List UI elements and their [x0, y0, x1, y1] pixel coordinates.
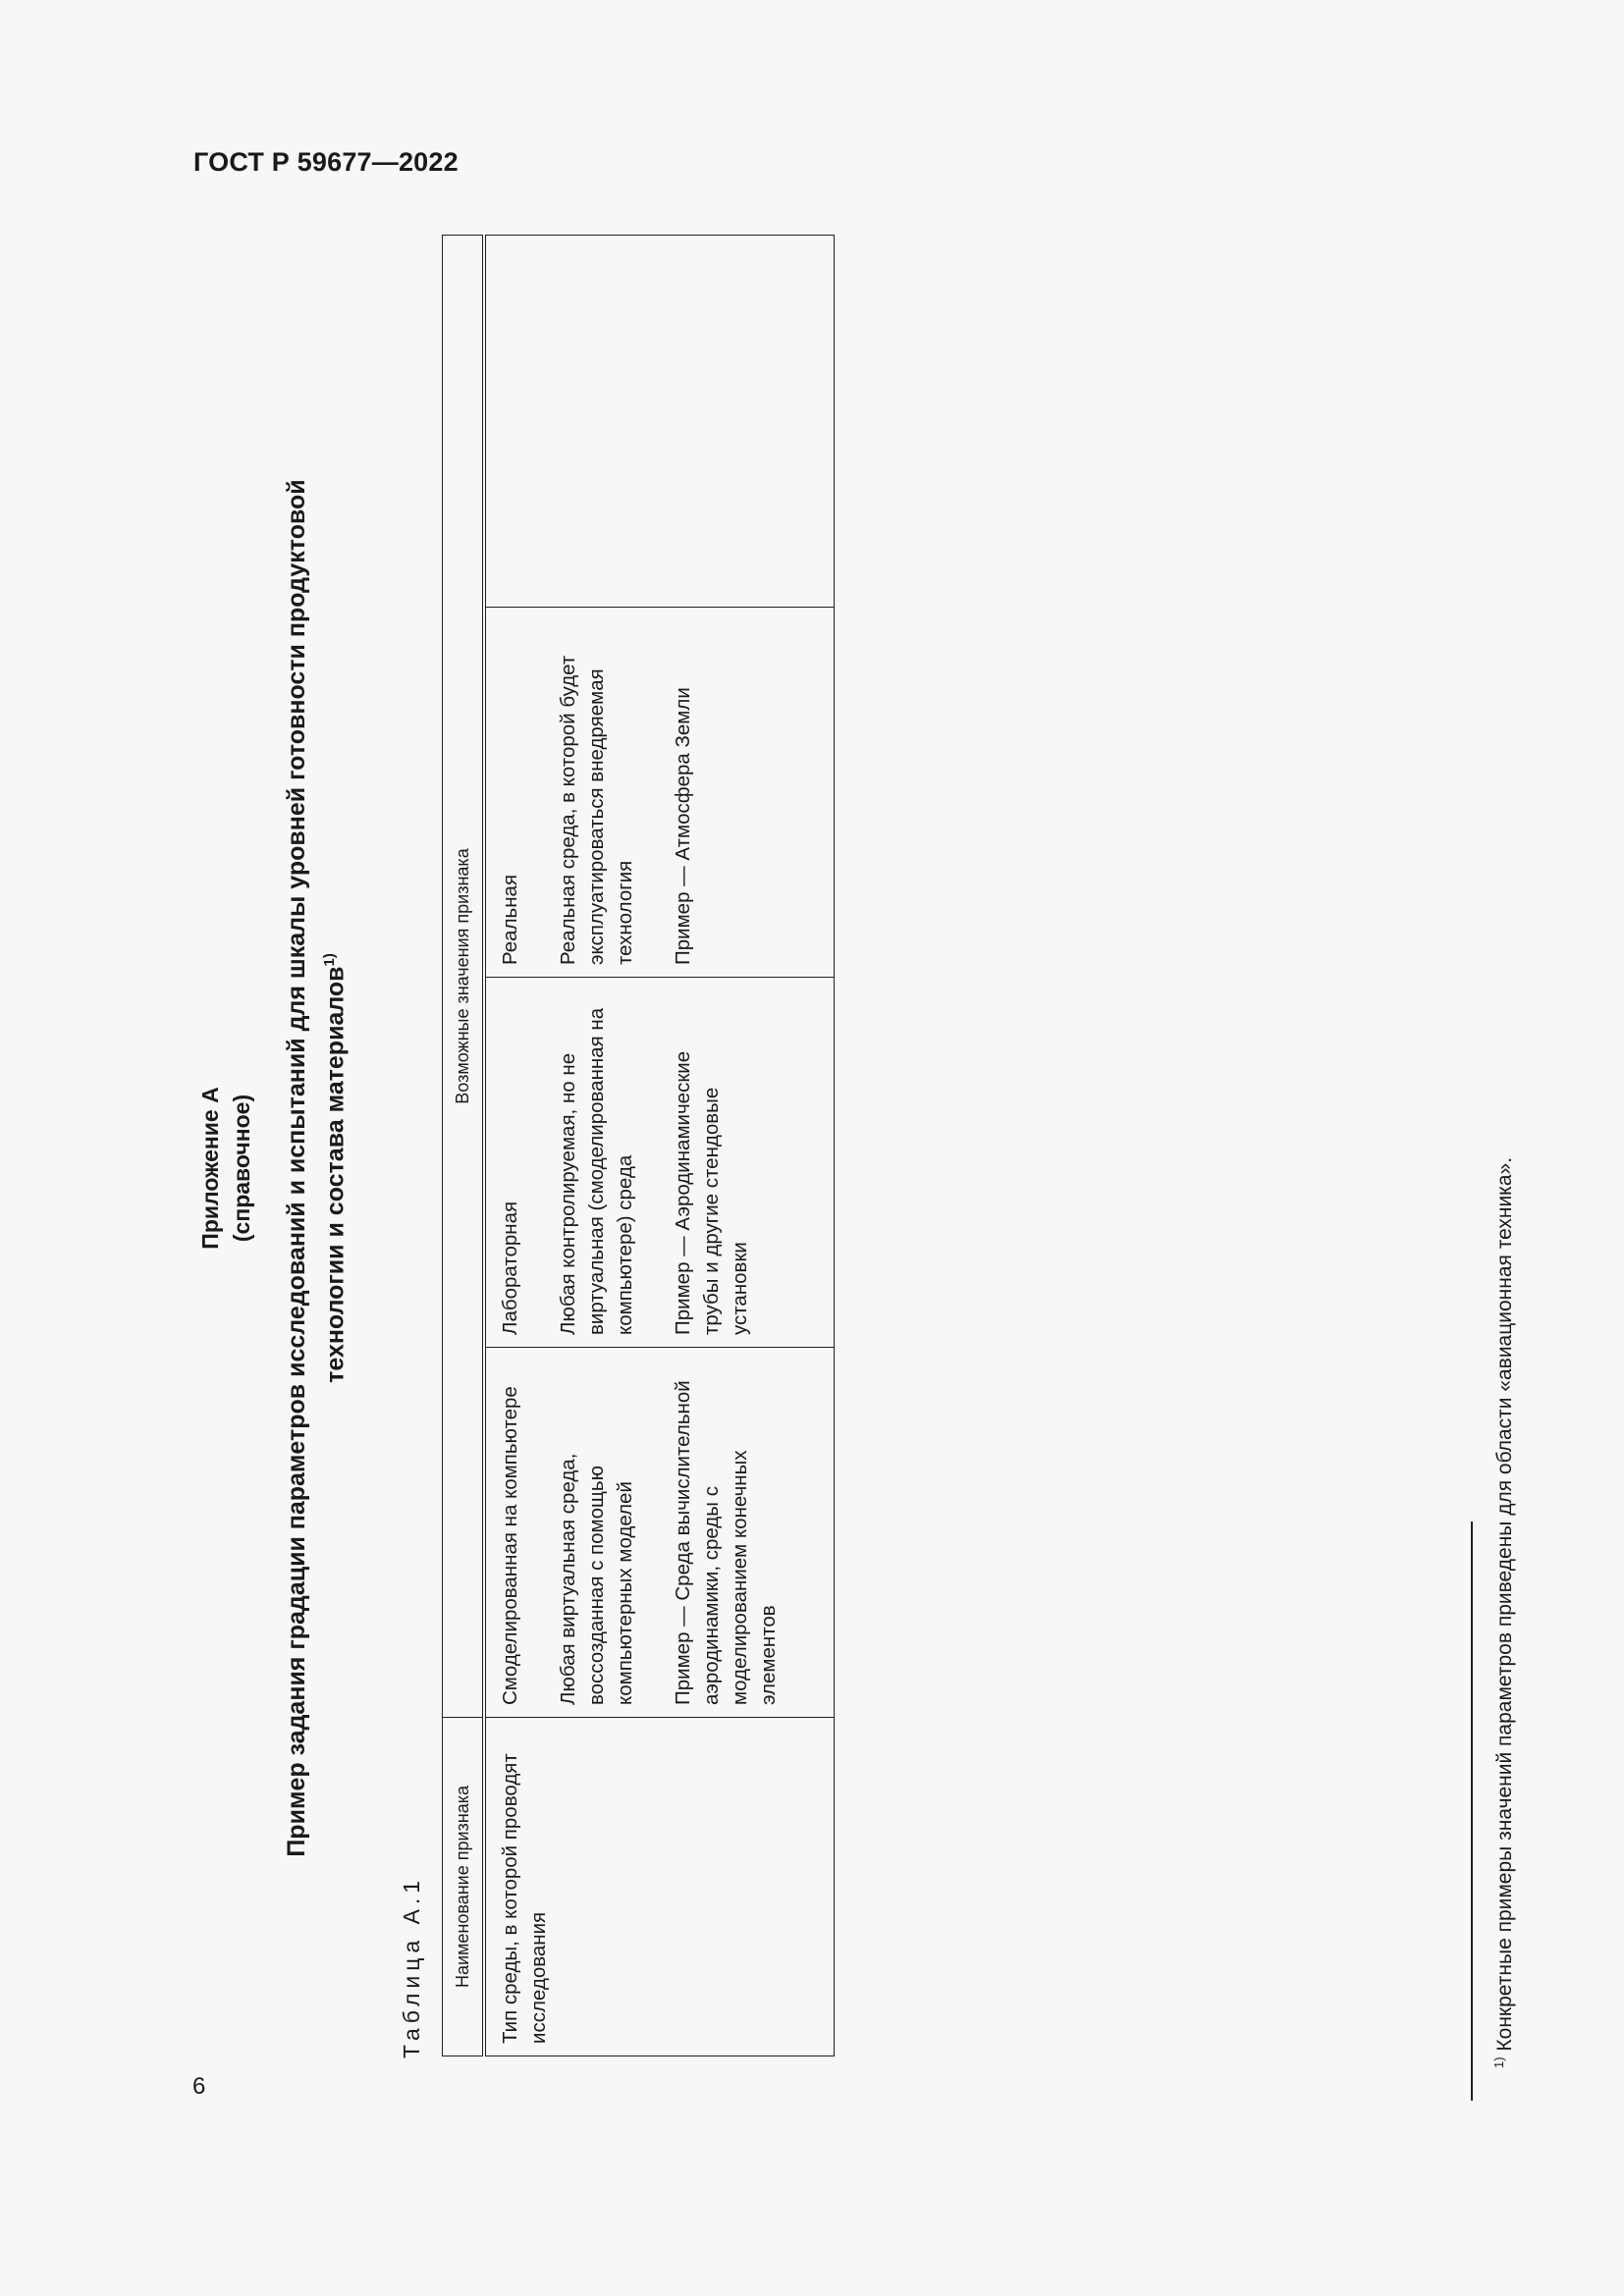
table-header-row: [443, 236, 485, 2056]
value-cell-real: [484, 608, 835, 978]
value-cell-empty: [484, 236, 835, 608]
value-title: Лабораторная: [499, 1201, 521, 1335]
page-number: 6: [192, 2073, 206, 2100]
table-row: [484, 236, 835, 2056]
value-example: Пример — Среда вычислительной аэродинамики, среды с моделированием конечных элементов: [672, 1380, 780, 1705]
value-example: Пример — Атмосфера Земли: [672, 687, 694, 965]
document-header: ГОСТ Р 59677—2022: [193, 147, 459, 177]
header-feature-values: Возможные значения признака: [443, 236, 485, 1718]
footnote-divider: [1471, 1522, 1473, 2101]
section-title-line2: технологии и состава материалов$^{1)}$: [321, 953, 350, 1383]
appendix-type: (справочное): [229, 1094, 254, 1243]
value-cell-simulated: [484, 1348, 835, 1718]
value-description: Реальная среда, в которой будет эксплуатироваться внедряемая технология: [557, 655, 636, 965]
header-feature-name: Наименование признака: [443, 1718, 485, 2056]
appendix-title: [194, 236, 257, 2101]
value-cell-laboratory: [484, 978, 835, 1348]
section-title: [280, 236, 352, 2101]
value-example: Пример — Аэродинамические трубы и другие стендовые установки: [672, 1050, 751, 1335]
data-table: [442, 235, 835, 2056]
value-description: Любая виртуальная среда, воссозданная с помощью компьютерных моделей: [557, 1453, 636, 1705]
value-description: Любая контролируемая, но не виртуальная (смоделированная на компьютере) среда: [557, 1007, 636, 1335]
footnote-reference: 1): [321, 953, 338, 967]
section-title-line1: Пример задания градации параметров исследований и испытаний для шкалы уровней готовности продуктовой: [283, 479, 310, 1857]
footnote: [1486, 1157, 1519, 2068]
feature-name-cell: [484, 1718, 835, 2056]
rotated-content: [177, 236, 1624, 2101]
value-title: Реальная: [499, 874, 521, 965]
footnote-text: Конкретные примеры значений параметров приведены для области «авиационная техника».: [1493, 1156, 1516, 2052]
table-caption: Таблица А.1: [399, 1875, 424, 2058]
value-title: Смоделированная на компьютере: [499, 1386, 521, 1705]
appendix-label: Приложение А: [197, 1087, 223, 1250]
feature-name: Тип среды, в которой проводят исследования: [499, 1753, 550, 2044]
footnote-marker: 1): [1491, 2056, 1506, 2068]
